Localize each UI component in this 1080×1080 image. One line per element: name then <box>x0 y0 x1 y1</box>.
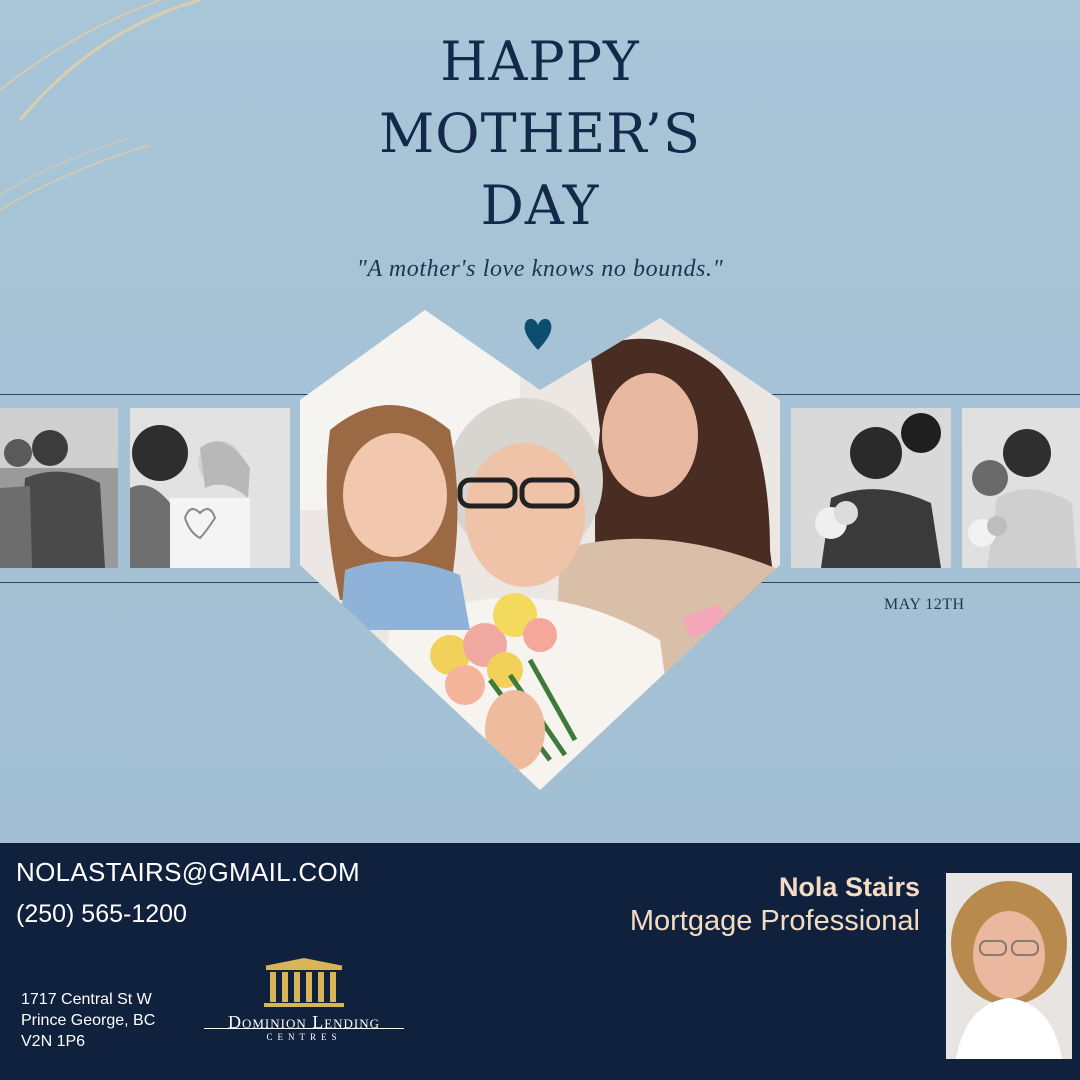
photo-thumbnail <box>130 408 290 568</box>
agent-name: Nola Stairs <box>778 872 920 902</box>
photo-thumbnail <box>962 408 1080 568</box>
address-line-1: 1717 Central St W <box>21 991 152 1008</box>
quote-text: "A mother's love knows no bounds." <box>356 256 724 282</box>
agent-headshot <box>946 873 1072 1059</box>
address-block <box>21 989 155 1052</box>
address-line-3: V2N 1P6 <box>21 1033 86 1050</box>
gold-brush-decoration <box>0 0 220 230</box>
title-line-3: DAY <box>480 174 600 237</box>
agent-title: Mortgage Professional <box>629 905 920 937</box>
photo-thumbnail <box>791 408 951 568</box>
page-title <box>340 26 740 242</box>
date-label: MAY 12TH <box>884 596 965 613</box>
logo-wordmark: Dominion Lending <box>227 1012 381 1032</box>
heart-icon <box>521 314 555 354</box>
logo-subtitle: CENTRES <box>266 1032 342 1042</box>
title-line-2: MOTHER’S <box>379 102 701 165</box>
title-line-1: HAPPY <box>440 30 640 93</box>
phone-link[interactable]: (250) 565-1200 <box>16 900 187 928</box>
address-line-2: Prince George, BC <box>21 1012 156 1029</box>
email-link[interactable]: NOLASTAIRS@GMAIL.COM <box>16 857 360 887</box>
photo-thumbnail <box>0 408 118 568</box>
heart-framed-family-photo <box>300 310 780 790</box>
